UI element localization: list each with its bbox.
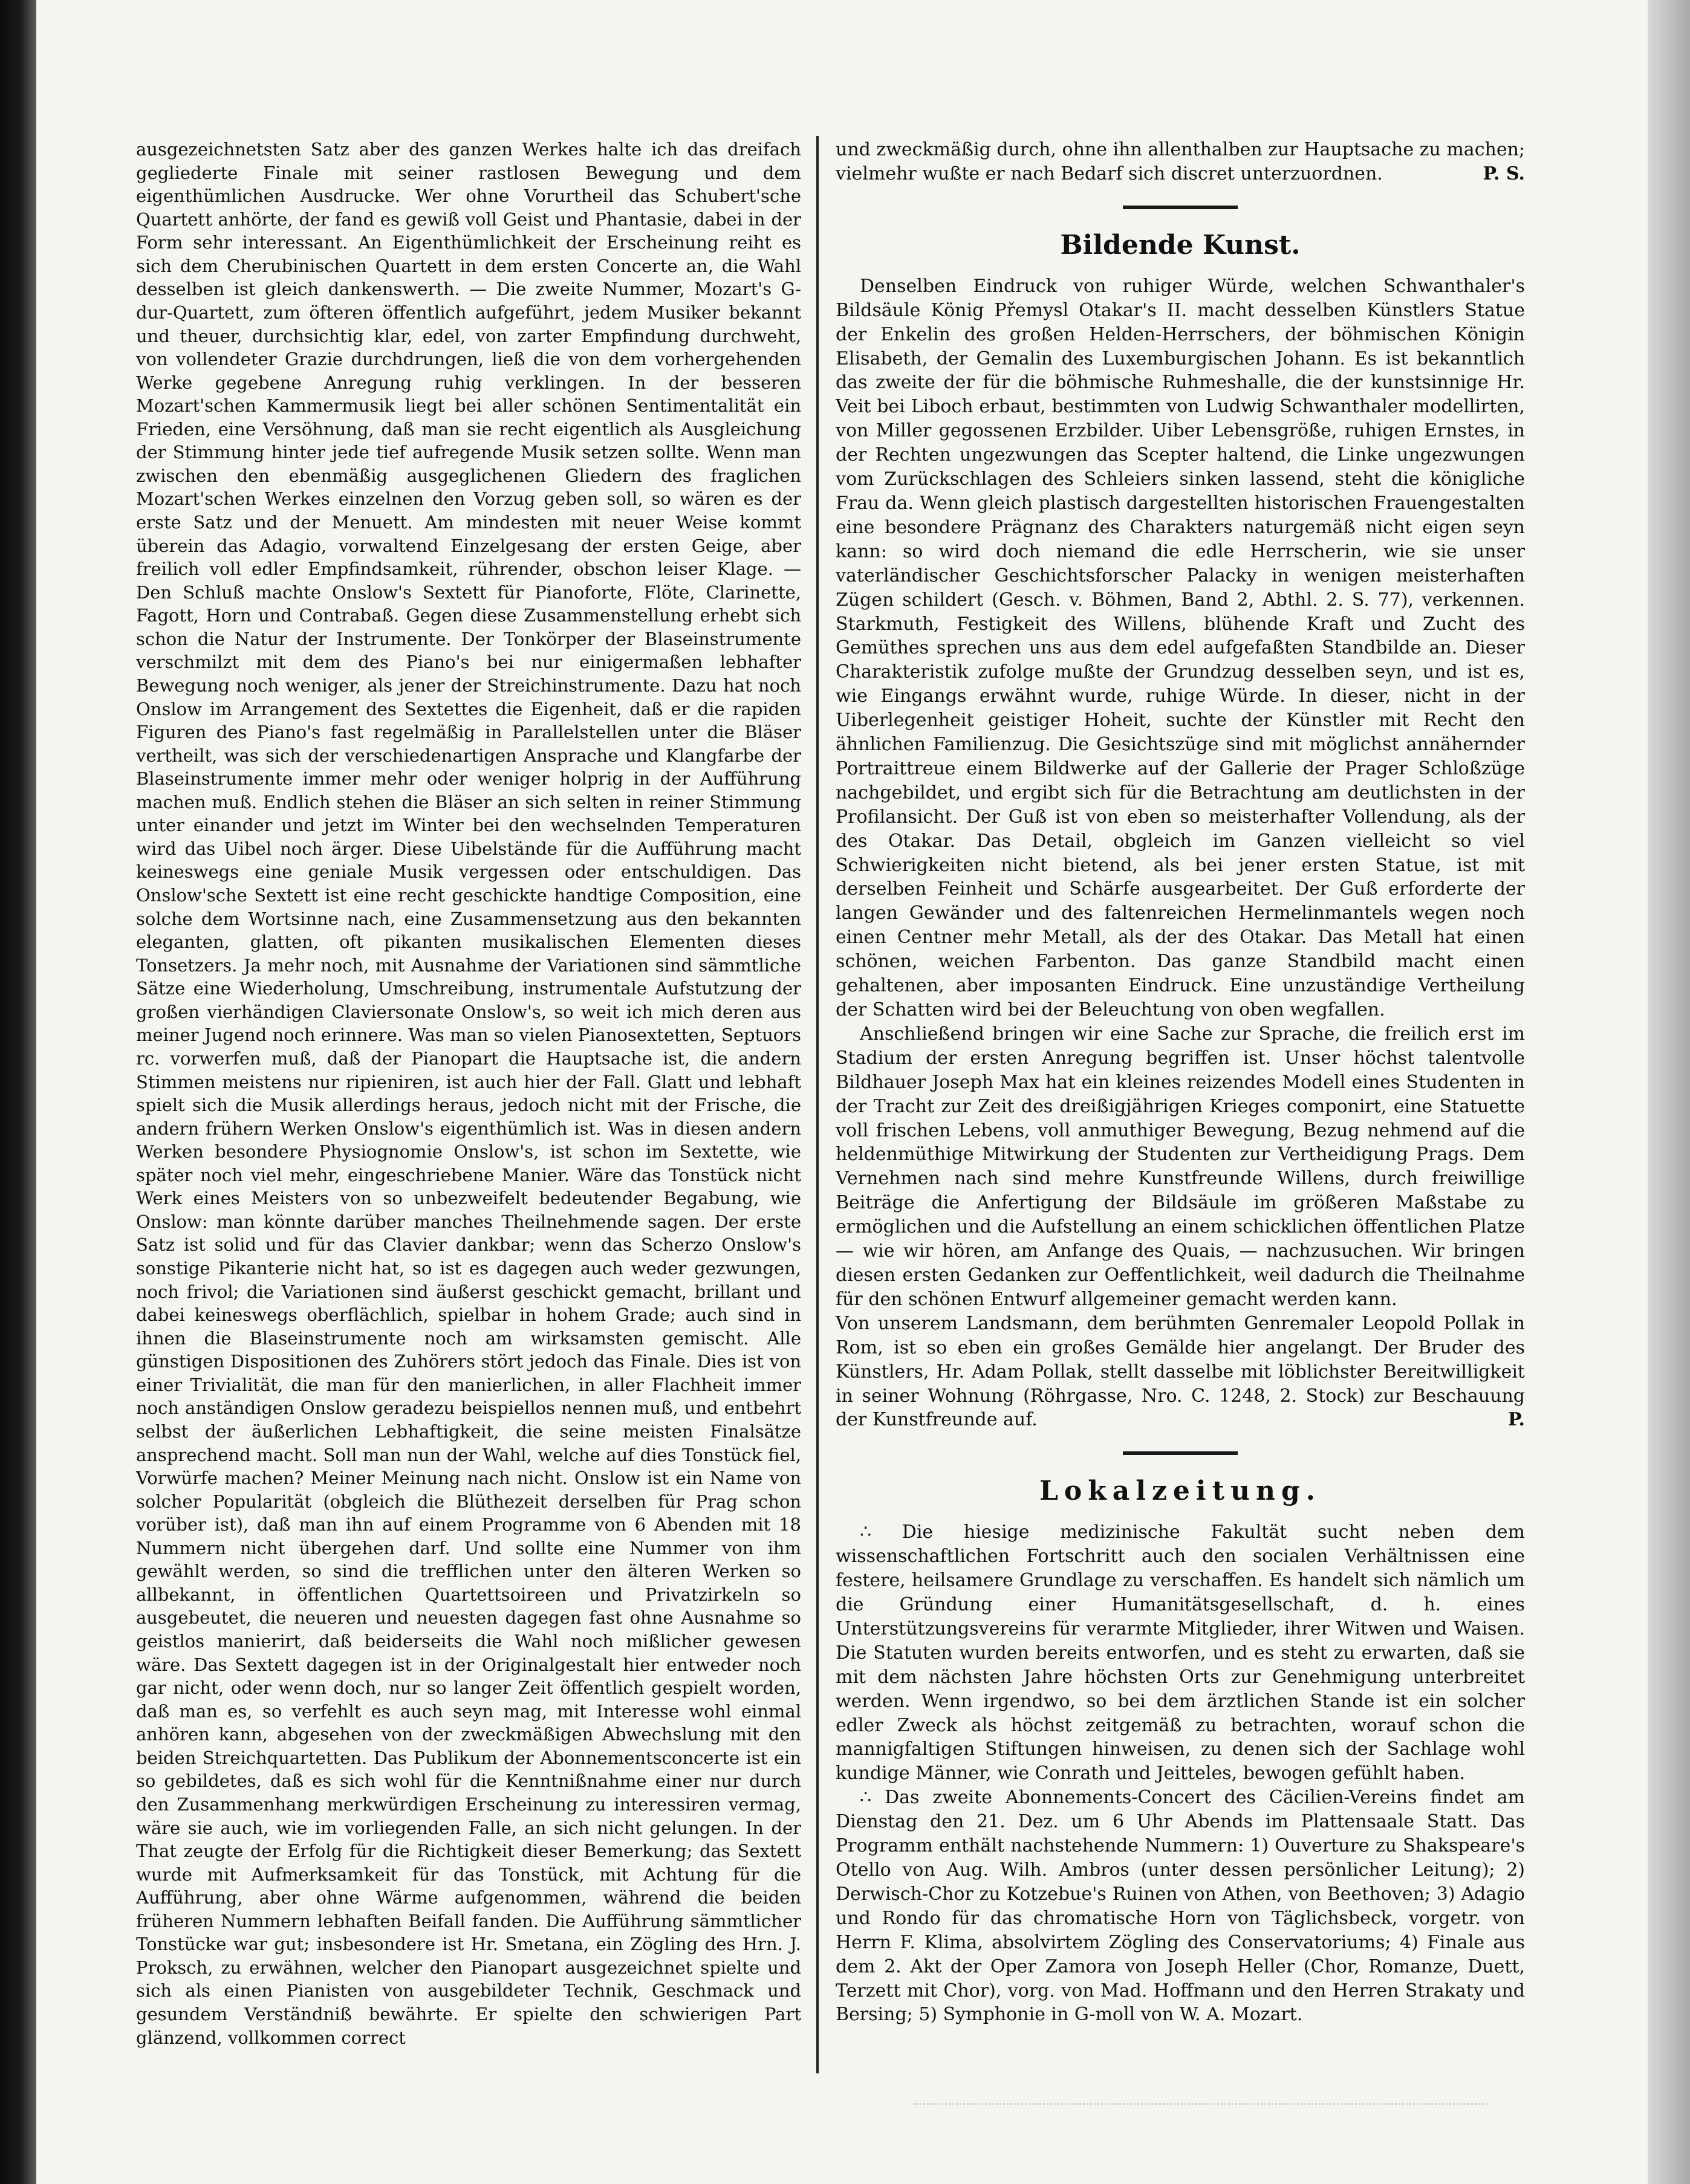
fine-arts-signature: P. (1507, 1409, 1525, 1431)
local-news-medical-faculty: ∴ Die hiesige medizinische Fakultät sucht neben dem wissenschaftlichen Fortschritt auch den socialen Verhältnissen eine festere, heilsamere Grundlage zu verschaffen. Es handelt sich nämlich um die Gründung einer Humanitätsgesellschaft, d. h. eines Unterstützungsvereins für verarmte Mitglieder, ihrer Witwen und Waisen. Die Statuten wurden bereits entworfen, und es steht zu erwarten, daß sie mit dem nächsten Jahre höchsten Orts zur Genehmigung unterbreitet werden. Wenn irgendwo, so bei dem ärztlichen Stande ist ein solcher edler Zweck als höchst zeitgemäß zu betrachten, worauf schon die mannigfaltigen Stiftungen hinweisen, zu denen sich der Sachlage wohl kundige Männer, wie Conrath und Jeitteles, bewogen gefühlt haben. (836, 1521, 1525, 1784)
continuation-text: und zweckmäßig durch, ohne ihn allenthalben zur Hauptsache zu machen; vielmehr wußte er nach Bedarf sich discret unterzuordnen. (836, 139, 1525, 184)
right-column (836, 138, 1525, 2027)
section-separator-rule (1123, 1451, 1238, 1455)
fine-arts-paragraph-statue: Denselben Eindruck von ruhiger Würde, welchen Schwanthaler's Bildsäule König Přemysl Otakar's II. macht desselben Künstlers Statue der Enkelin des großen Helden-Herrschers, der böhmischen Königin Elisabeth, der Gemalin des Luxemburgischen Johann. Es ist bekanntlich das zweite der für die böhmische Ruhmeshalle, die der kunstsinnige Hr. Veit bei Liboch erbaut, bestimmten von Ludwig Schwanthaler modellirten, von Miller gegossenen Erzbilder. Uiber Lebensgröße, ruhigen Ernstes, in der Rechten ungezwungen das Scepter haltend, die Linke ungezwungen vom Zurückschlagen des Schleiers sinken lassend, steht die königliche Frau da. Wenn gleich plastisch dargestellten historischen Frauengestalten eine besondere Prägnanz des Charakters naturgemäß nicht eigen seyn kann: so wird doch niemand die edle Herrscherin, wie sie unser vaterländischer Geschichtsforscher Palacky in wenigen meisterhaften Zügen schildert (Gesch. v. Böhmen, Band 2, Abthl. 2. S. 77), verkennen. Starkmuth, Festigkeit des Willens, blühende Kraft und Zucht des Gemüthes sprechen uns aus dem edel aufgefaßten Standbilde an. Dieser Charakteristik zufolge mußte der Grundzug desselben seyn, und ist es, wie Eingangs erwähnt wurde, ruhige Würde. In dieser, nicht in der Uiberlegenheit geistiger Hoheit, suchte der Künstler mit Recht den ähnlichen Familienzug. Die Gesichtszüge sind mit möglichst annähernder Portraittreue einem Bildwerke auf der Gallerie der Prager Schloßzüge nachgebildet, und ergibt sich für die Betrachtung am deutlichsten in der Profilansicht. Der Guß ist von eben so meisterhafter Vollendung, als der des Otakar. Das Detail, obgleich im Ganzen vielleicht so viel Schwierigkeiten nicht bietend, als bei jener ersten Statue, ist mit derselben Feinheit und Schärfe ausgearbeitet. Der Guß erforderte der langen Gewänder und des faltenreichen Hermelinmantels wegen noch einen Centner mehr Metall, als der des Otakar. Das Metall hat einen schönen, weichen Farbenton. Das ganze Standbild macht einen gehaltenen, aber imposanten Eindruck. Eine unzuständige Vertheilung der Schatten wird bei der Beleuchtung von oben wegfallen. (836, 275, 1525, 1020)
left-column (136, 138, 801, 2049)
continuation-signature: P. S. (1483, 163, 1525, 184)
concert-review-paragraph: ausgezeichnetsten Satz aber des ganzen Werkes halte ich das dreifach gegliederte Finale mit seiner rastlosen Bewegung und dem eigenthümlichen Ausdrucke. Wer ohne Vorurtheil das Schubert'sche Quartett anhörte, der fand es gewiß voll Geist und Phantasie, dabei in der Form sehr interessant. An Eigenthümlichkeit der Erscheinung reiht es sich dem Cherubinischen Quartett in dem ersten Concerte an, die Wahl desselben ist gleich dankenswerth. — Die zweite Nummer, Mozart's G-dur-Quartett, zum öfteren öffentlich aufgeführt, jedem Musiker bekannt und theuer, durchsichtig klar, edel, von zarter Empfindung durchweht, von vollendeter Grazie durchdrungen, ließ die von dem vorhergehenden Werke gegebene Anregung ruhig verklingen. In der besseren Mozart'schen Kammermusik liegt bei aller schönen Sentimentalität ein Frieden, eine Versöhnung, daß man sie recht eigentlich als Ausgleichung der Stimmung hinter jede tief aufregende Musik setzen sollte. Wenn man zwischen den ebenmäßig ausgeglichenen Gliedern des fraglichen Mozart'schen Werkes einzelnen den Vorzug geben soll, so wären es der erste Satz und der Menuett. Am mindesten mit neuer Weise kommt überein das Adagio, vorwaltend Einzelgesang der ersten Geige, aber freilich voll edler Empfindsamkeit, rührender, obschon leiser Klage. — Den Schluß machte Onslow's Sextett für Pianoforte, Flöte, Clarinette, Fagott, Horn und Contrabaß. Gegen diese Zusammenstellung erhebt sich schon die Natur der Instrumente. Der Tonkörper der Blaseinstrumente verschmilzt mit dem des Piano's bei nur einigermaßen lebhafter Bewegung noch weniger, als jener der Streichinstrumente. Dazu hat noch Onslow im Arrangement des Sextettes die Eigenheit, daß er die rapiden Figuren des Piano's fast regelmäßig in Parallelstellen unter die Bläser vertheilt, was sich der verschiedenartigen Ansprache und Klangfarbe der Blaseinstrumente immer mehr oder weniger holprig in der Aufführung machen muß. Endlich stehen die Bläser an sich selten in reiner Stimmung unter einander und jetzt im Winter bei den wechselnden Temperaturen wird das Uibel noch ärger. Diese Uibelstände für die Aufführung macht keineswegs eine geniale Musik vergessen oder entschuldigen. Das Onslow'sche Sextett ist eine recht geschickte handtige Composition, eine solche dem Wortsinne nach, eine Zusammensetzung aus den bekannten eleganten, glatten, oft pikanten musikalischen Elementen dieses Tonsetzers. Ja mehr noch, mit Ausnahme der Variationen sind sämmtliche Sätze eine Wiederholung, Umschreibung, instrumentale Aufstutzung der großen vierhändigen Claviersonate Onslow's, so weit ich mich deren aus meiner Jugend noch erinnere. Was man so vielen Pianosextetten, Septuors rc. vorwerfen muß, daß der Pianopart die Hauptsache ist, die andern Stimmen meistens nur ripieniren, ist auch hier der Fall. Glatt und lebhaft spielt sich die Musik allerdings heraus, jedoch nicht mit der Frische, die andern frühern Werken Onslow's eigenthümlich ist. Was in diesen andern Werken besondere Physiognomie Onslow's, ist schon im Sextette, wie später noch viel mehr, eingeschriebene Manier. Wäre das Tonstück nicht Werk eines Meisters von so unbezweifelt bedeutender Begabung, wie Onslow: man könnte darüber manches Theilnehmende sagen. Der erste Satz ist solid und für das Clavier dankbar; wenn das Scherzo Onslow's sonstige Pikanterie nicht hat, so ist es dagegen auch weder gezwungen, noch frivol; die Variationen sind äußerst geschickt gemacht, brillant und dabei keineswegs oberflächlich, spielbar in hohem Grade; auch sind in ihnen die Blaseinstrumente noch am wirksamsten gemischt. Alle günstigen Dispositionen des Zuhörers stört jedoch das Finale. Dies ist von einer Trivialität, die man für den manierlichen, in aller Flachheit immer noch anständigen Onslow geradezu beispiellos nennen muß, und entbehrt selbst der äußerlichen Lebhaftigkeit, die seine meisten Finalsätze ansprechend macht. Soll man nun der Wahl, welche auf dies Tonstück fiel, Vorwürfe machen? Meiner Meinung nach nicht. Onslow ist ein Name von solcher Popularität (obgleich die Blüthezeit derselben für Prag schon vorüber ist), daß man ihn auf einem Programme von 6 Abenden mit 18 Nummern nicht übergehen darf. Und sollte eine Nummer von ihm gewählt werden, so sind die trefflichen unter den älteren Werken so allbekannt, in öffentlichen Quartettsoireen und Privatzirkeln so ausgebeutet, die neueren und neuesten dagegen fast ohne Ausnahme so geistlos manierirt, daß beiderseits die Wahl noch mißlicher gewesen wäre. Das Sextett dagegen ist in der Originalgestalt hier entweder noch gar nicht, oder wenn doch, nur so langer Zeit öffentlich gespielt worden, daß man es, so verfehlt es auch seyn mag, mit Interesse wohl einmal anhören kann, abgesehen von der zweckmäßigen Abwechslung mit den beiden Streichquartetten. Das Publikum der Abonnementsconcerte ist ein so gebildetes, daß es sich wohl für die Kenntnißnahme einer nur durch den Zusammenhang merkwürdigen Erscheinung zu interessiren vermag, wäre sie auch, wie im vorliegenden Falle, an sich nicht gelungen. In der That zeugte der Erfolg für die Richtigkeit dieser Bemerkung; das Sextett wurde mit Aufmerksamkeit für das Tonstück, mit Achtung für die Aufführung, aber ohne Wärme aufgenommen, während die beiden früheren Nummern lebhaften Beifall fanden. Die Aufführung sämmtlicher Tonstücke war gut; insbesondere ist Hr. Smetana, ein Zögling des Hrn. J. Proksch, zu erwähnen, welcher den Pianopart ausgezeichnet spielte und sich als einen Pianisten von ausgebildeter Technik, Geschmack und gesundem Verständniß bewährte. Er spielte den schwierigen Part glänzend, vollkommen correct (136, 139, 801, 2048)
bleed-through-trace (913, 2088, 1487, 2105)
newspaper-page (36, 0, 1648, 2184)
section-separator-rule (1123, 206, 1238, 209)
painting-text: Von unserem Landsmann, dem berühmten Genremaler Leopold Pollak in Rom, ist so eben ein großes Gemälde hier angelangt. Der Bruder des Künstlers, Hr. Adam Pollak, stellt dasselbe mit löblichster Bereitwilligkeit in seiner Wohnung (Röhrgasse, Nro. C. 1248, 2. Stock) zur Beschauung der Kunstfreunde auf. (836, 1312, 1525, 1431)
scan-dark-edge (0, 0, 36, 2184)
fine-arts-paragraph-student-model: Anschließend bringen wir eine Sache zur Sprache, die freilich erst im Stadium der ersten Anregung begriffen ist. Unser höchst talentvolle Bildhauer Joseph Max hat ein kleines reizendes Modell eines Studenten in der Tracht zur Zeit des dreißigjährigen Krieges componirt, eine Statuette voll frischen Lebens, voll anmuthiger Bewegung, Bezug nehmend auf die heldenmüthige Mitwirkung der Studenten zur Vertheidigung Prags. Dem Vernehmen nach sind mehre Kunstfreunde Willens, durch freiwillige Beiträge die Anfertigung der Bildsäule im größeren Maßstabe zu ermöglichen und die Aufstellung an einem schicklichen öffentlichen Platze — wie wir hören, am Anfange des Quais, — nachzusuchen. Wir bringen diesen ersten Gedanken zur Oeffentlichkeit, weil dadurch die Theilnahme für den schönen Entwurf allgemeiner gemacht werden kann. (836, 1023, 1525, 1310)
review-continuation (836, 138, 1525, 186)
local-news-heading: Lokalzeitung. (1039, 1476, 1322, 1507)
column-divider (816, 136, 819, 2073)
fine-arts-heading: Bildende Kunst. (1060, 229, 1301, 261)
scan-page-edge (1648, 0, 1690, 2184)
fine-arts-paragraph-painting (836, 1312, 1525, 1433)
local-news-concert-program: ∴ Das zweite Abonnements-Concert des Cäcilien-Vereins findet am Dienstag den 21. Dez. um 6 Uhr Abends im Plattensaale Statt. Das Programm enthält nachstehende Nummern: 1) Ouverture zu Shakspeare's Otello von Aug. Wilh. Ambros (unter dessen persönlicher Leitung); 2) Derwisch-Chor zu Kotzebue's Ruinen von Athen, von Beethoven; 3) Adagio und Rondo für das chromatische Horn von Täglichsbeck, vorgetr. von Herrn F. Klima, absolvirtem Zögling des Conservatoriums; 4) Finale aus dem 2. Akt der Oper Zamora von Joseph Heller (Chor, Romanze, Duett, Terzett mit Chor), vorg. von Mad. Hoffmann und den Herren Strakaty und Bersing; 5) Symphonie in G-moll von W. A. Mozart. (836, 1787, 1525, 2026)
